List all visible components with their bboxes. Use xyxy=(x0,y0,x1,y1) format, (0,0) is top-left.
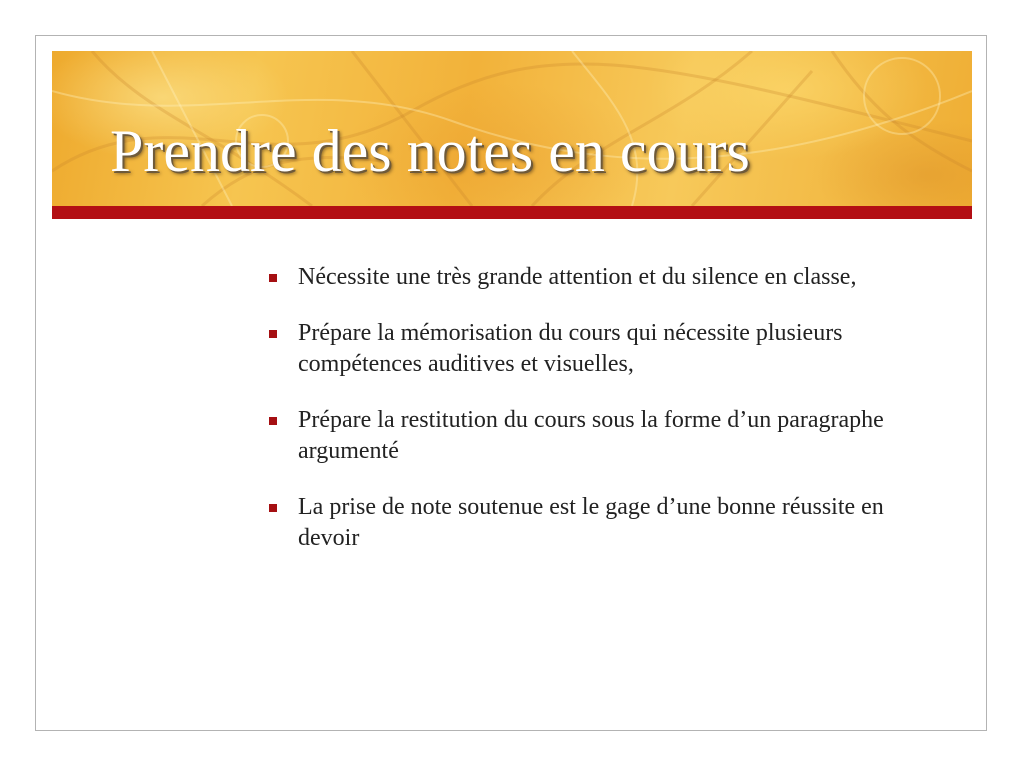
square-bullet-icon xyxy=(269,274,277,282)
slide-title: Prendre des notes en cours xyxy=(110,118,750,184)
bullet-item xyxy=(267,262,927,293)
bullet-text: Nécessite une très grande attention et du silence en classe, xyxy=(298,264,857,290)
bullet-item xyxy=(267,492,927,554)
square-bullet-icon xyxy=(269,504,277,512)
title-banner xyxy=(52,51,972,206)
bullet-text: La prise de note soutenue est le gage d’une bonne réussite en devoir xyxy=(298,494,884,551)
bullet-list xyxy=(267,262,927,579)
bullet-item xyxy=(267,405,927,467)
bullet-text: Prépare la restitution du cours sous la forme d’un paragraphe argumenté xyxy=(298,407,884,464)
bullet-text: Prépare la mémorisation du cours qui nécessite plusieurs compétences auditives et visuelles, xyxy=(298,320,843,377)
square-bullet-icon xyxy=(269,330,277,338)
square-bullet-icon xyxy=(269,417,277,425)
bullet-item xyxy=(267,318,927,380)
title-accent-bar xyxy=(52,206,972,219)
